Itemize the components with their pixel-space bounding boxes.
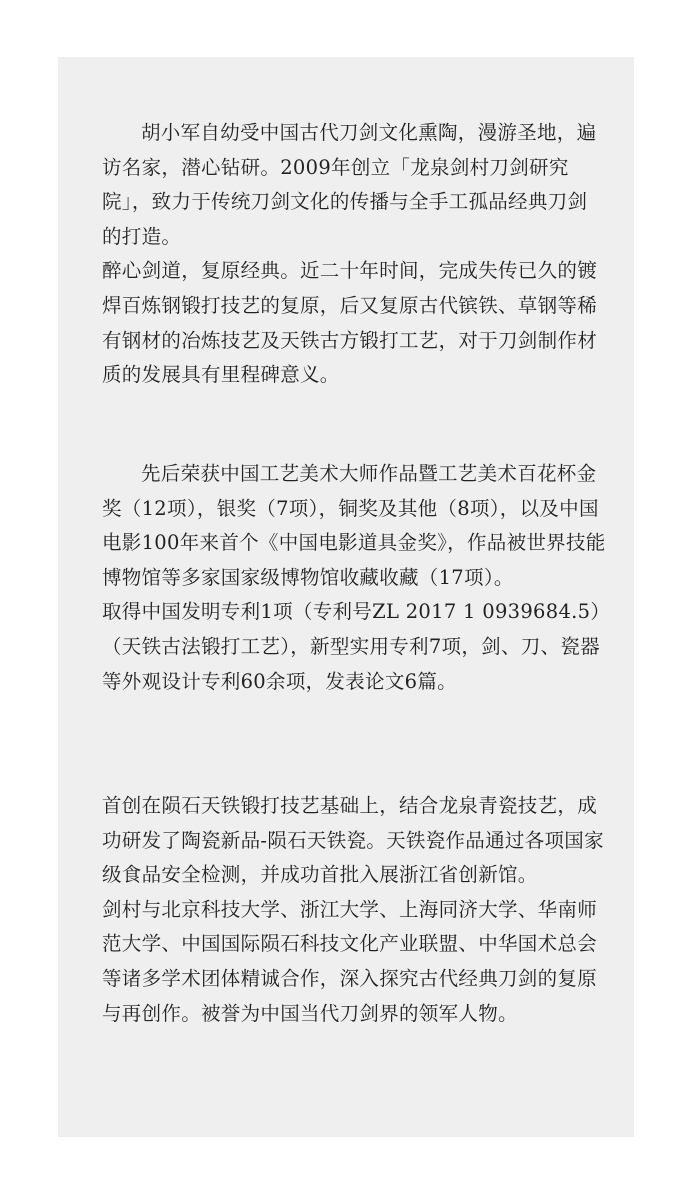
innovation-section — [102, 789, 606, 1031]
porcelain-paragraph: 首创在陨石天铁锻打技艺基础上，结合龙泉青瓷技艺，成功研发了陶瓷新品-陨石天铁瓷。天铁瓷作品通过各项国家级食品安全检测，并成功首批入展浙江省创新馆。 — [102, 794, 604, 887]
cooperation-paragraph: 剑村与北京科技大学、浙江大学、上海同济大学、华南师范大学、中国国际陨石科技文化产业联盟、中华国术总会等诸多学术团体精诚合作，深入探究古代经典刀剑的复原与再创作。被誉为中国当代刀剑界的领军人物。 — [102, 897, 598, 1025]
restoration-paragraph: 醉心剑道，复原经典。近二十年时间，完成失传已久的镀焊百炼钢锻打技艺的复原，后又复原古代镔铁、草钢等稀有钢材的冶炼技艺及天铁古方锻打工艺，对于刀剑制作材质的发展具有里程碑意义。 — [102, 259, 598, 387]
awards-paragraph: 先后荣获中国工艺美术大师作品暨工艺美术百花杯金奖（12项），银奖（7项），铜奖及其他（8项），以及中国电影100年来首个《中国电影道具金奖》，作品被世界技能博物馆等多家国家级博物馆收藏收藏（17项）。 — [102, 462, 606, 589]
awards-section — [102, 457, 606, 699]
intro-section — [102, 116, 606, 393]
patents-paragraph: 取得中国发明专利1项（专利号ZL 2017 1 0939684.5）（天铁古法锻打工艺），新型实用专利7项，剑、刀、瓷器等外观设计专利60余项，发表论文6篇。 — [102, 600, 601, 693]
founding-paragraph: 胡小军自幼受中国古代刀剑文化熏陶，漫游圣地，遍访名家，潜心钻研。2009年创立「龙泉剑村刀剑研究院」，致力于传统刀剑文化的传播与全手工孤品经典刀剑的打造。 — [102, 121, 597, 248]
